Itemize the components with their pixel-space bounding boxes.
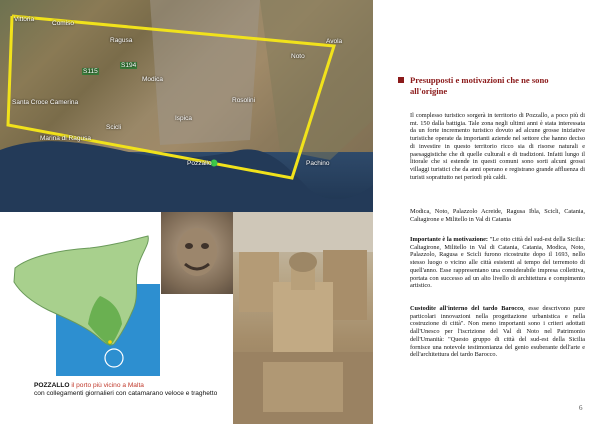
paragraph-intro: Il complesso turistico sorgerà in territorio di Pozzallo, a poco più di mt. 150 dalla battigia. Tale zona negli ultimi anni è stata interessata da un forte incremento turistico dovuto ad alcune grosse iniziative turistiche operate da importanti aziende nel settore che hanno deciso di investire in questo territorio ricco sia di risorse naturali e paesaggistiche che di quelle culturali e di tradizioni. Infatti lungo il litorale che si estende in questi comuni sono sorti alcuni grossi villaggi turistici che da anni operano e registrano grande affluenza di turisti soprattutto nei periodi più caldi. <box>410 112 585 181</box>
pozzallo-caption <box>34 382 234 398</box>
gargoyle-photo <box>161 212 233 294</box>
pozzallo-dot <box>108 340 112 344</box>
label-comiso: Comiso <box>52 20 75 27</box>
label-pozzallo: Pozzallo <box>187 160 212 167</box>
caption-highlight: il porto più vicino a Malta <box>71 382 144 389</box>
heading-bullet <box>398 77 404 83</box>
label-ragusa: Ragusa <box>110 37 133 44</box>
caption-rest: con collegamenti giornalieri con catamarano veloce e traghetto <box>34 390 218 397</box>
satellite-overlay <box>0 0 373 212</box>
satellite-map <box>0 0 373 212</box>
section-heading: Presupposti e motivazioni che ne sono all'origine <box>410 75 549 96</box>
motivation-lead: Importante è la motivazione: <box>410 236 489 243</box>
unesco-lead: Custodite all'interno del tardo Barocco <box>410 305 524 312</box>
label-pachino: Pachino <box>306 160 330 167</box>
label-modica: Modica <box>142 76 163 83</box>
label-rosolini: Rosolini <box>232 97 256 104</box>
cathedral-photo <box>233 212 373 424</box>
caption-place: POZZALLO <box>34 382 70 389</box>
motivation-text: "Le otto città del sud-est della Sicilia: Caltagirone, Militello in Val di Catania, Catania, Modica, Noto, Palazzolo, Ragusa e Scicli furono ricostruite dopo il 1693, nello stesso luogo o vicino alle città esistenti al tempo del terremoto di quell'anno. Esse rappresentano una considerabile impresa collettiva, portata con successo ad un alto livello di architettura e compimento artistico. <box>410 236 585 290</box>
road-sign-s194: S194 <box>121 62 137 69</box>
paragraph-cities: Modica, Noto, Palazzolo Acreide, Ragusa Ibla, Scicli, Catania, Caltagirone e Militello in Val di Catania <box>410 208 585 223</box>
paragraph-motivation <box>410 236 585 290</box>
paragraph-unesco <box>410 305 585 359</box>
label-santa-croce: Santa Croce Camerina <box>12 99 79 106</box>
road-sign-s115: S115 <box>83 68 98 75</box>
unesco-text: , esse descrivono pure particolari innovazioni nella progettazione urbanistica e nella costruzione di città". Non meno importanti sono i criteri adottati dall'Unesco per l'iscrizione del Val di Noto nel Patrimonio dell'Umanità: "Questo gruppo di città del sud-est della Sicilia fornisce una notevole testimonianza del genio esuberante dell'arte e dell'architettura del tardo Barocco. <box>410 305 586 359</box>
label-marina-ragusa: Marina di Ragusa <box>40 135 91 142</box>
label-ispica: Ispica <box>175 115 192 122</box>
label-scicli: Scicli <box>106 124 122 131</box>
label-avola: Avola <box>326 38 343 45</box>
label-noto: Noto <box>291 53 305 60</box>
page-number: 6 <box>579 404 583 412</box>
label-vittoria: Vittoria <box>14 16 35 23</box>
sicily-map <box>10 226 160 376</box>
